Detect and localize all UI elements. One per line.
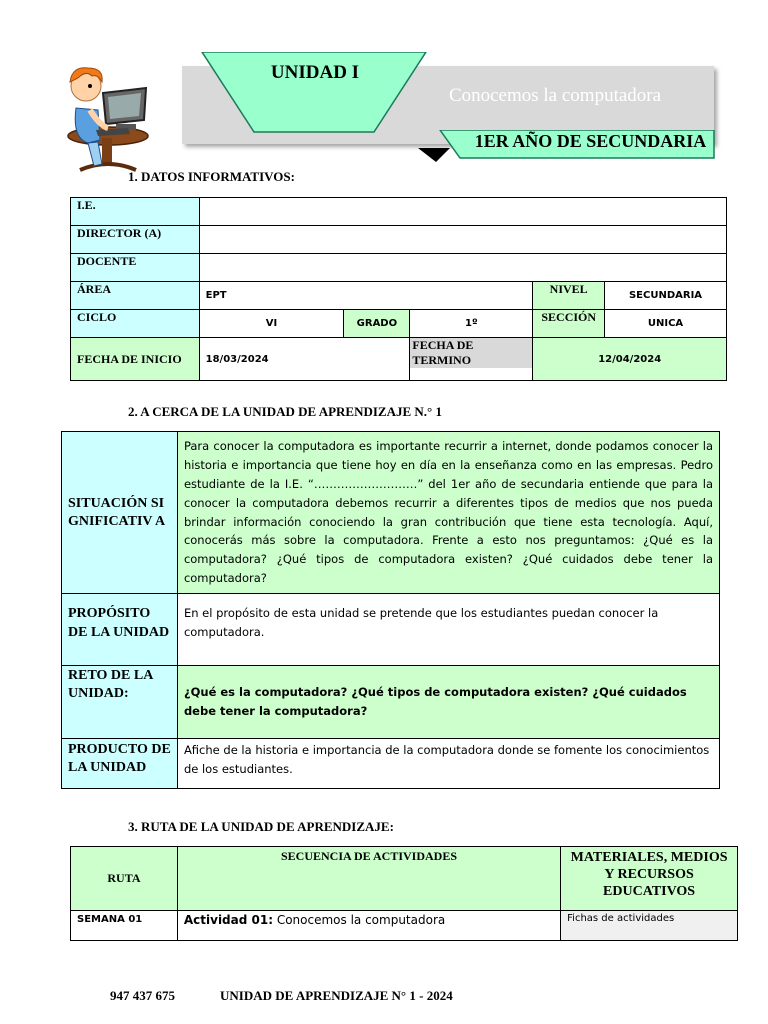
section3-heading: 3. RUTA DE LA UNIDAD DE APRENDIZAJE: — [128, 819, 394, 834]
unit-subtitle: Conocemos la computadora — [448, 85, 662, 106]
reto-label: RETO DE LA UNIDAD: — [62, 666, 178, 739]
proposito-label: PROPÓSITO DE LA UNIDAD — [62, 594, 178, 666]
unidad-table — [61, 431, 720, 789]
grade-banner: 1ER AÑO DE SECUNDARIA — [474, 131, 707, 151]
footer-title: UNIDAD DE APRENDIZAJE N° 1 - 2024 — [220, 988, 453, 1003]
kid-computer-icon — [58, 48, 158, 178]
col-materiales-header: MATERIALES, MEDIOS Y RECURSOS EDUCATIVOS — [561, 847, 738, 911]
fecha-termino-label-text: FECHA DE TERMINO — [410, 338, 532, 368]
nivel-label: NIVEL — [533, 282, 605, 310]
ciclo-value: VI — [199, 310, 344, 338]
header-banner — [0, 40, 768, 170]
row1-actividad — [177, 911, 560, 941]
producto-text: Afiche de la historia e importancia de la computadora donde se fomente los conocimientos de los estudiantes. — [177, 739, 719, 789]
director-value — [199, 226, 726, 254]
seccion-label: SECCIÓN — [533, 310, 605, 338]
nivel-value: SECUNDARIA — [605, 282, 727, 310]
row1-actividad-text: Conocemos la computadora — [273, 913, 446, 927]
reto-text: ¿Qué es la computadora? ¿Qué tipos de computadora existen? ¿Qué cuidados debe tener la computadora? — [177, 666, 719, 739]
fecha-inicio-value: 18/03/2024 — [199, 338, 410, 381]
row1-actividad-label: Actividad 01: — [183, 913, 274, 927]
grado-label: GRADO — [344, 310, 410, 338]
row1-ruta: SEMANA 01 — [71, 911, 178, 941]
footer-phone-text: 947 437 675 — [110, 988, 175, 1003]
col-secuencia-header: SECUENCIA DE ACTIVIDADES — [177, 847, 560, 911]
situacion-label: SITUACIÓN SIGNIFICATIV A — [62, 432, 178, 594]
docente-value — [199, 254, 726, 282]
fecha-termino-value: 12/04/2024 — [533, 338, 727, 381]
director-label: DIRECTOR (A) — [71, 226, 200, 254]
table-row — [71, 911, 738, 941]
ie-label: I.E. — [71, 198, 200, 226]
fecha-termino-label — [410, 338, 533, 381]
fecha-inicio-label: FECHA DE INICIO — [71, 338, 200, 381]
datos-informativos-table — [70, 197, 727, 381]
area-label: ÁREA — [71, 282, 200, 310]
ie-value — [199, 198, 726, 226]
producto-label: PRODUCTO DE LA UNIDAD — [62, 739, 178, 789]
row1-materiales: Fichas de actividades — [561, 911, 738, 941]
section1-heading: 1. DATOS INFORMATIVOS: — [128, 169, 295, 184]
proposito-text: En el propósito de esta unidad se pretende que los estudiantes puedan conocer la computadora. — [177, 594, 719, 666]
col-ruta-header: RUTA — [71, 847, 178, 911]
docente-label: DOCENTE — [71, 254, 200, 282]
ciclo-label: CICLO — [71, 310, 200, 338]
section2-heading: 2. A CERCA DE LA UNIDAD DE APRENDIZAJE N.° 1 — [128, 404, 442, 419]
unit-title: UNIDAD I — [270, 62, 360, 83]
situacion-text: Para conocer la computadora es importante recurrir a internet, donde podamos conocer la historia e importancia que tiene hoy en día en la enseñanza como en las empresas. Pedro estudiante de la I.E. “………………………” del 1er año de secundaria entiende que para la conocer la computadora debemos recurrir a diferentes tipos de medios que nos pueda brindar información conociendo la gran contribución que tiene esta tecnología. Aquí, conocerás más sobre la computadora. Frente a esto nos preguntamos: ¿Qué es la computadora? ¿Qué tipos de computadora existen? ¿Qué cuidados debe tener la computadora? — [177, 432, 719, 594]
area-value: EPT — [199, 282, 533, 310]
footer-phone — [110, 988, 180, 1006]
seccion-value: UNICA — [605, 310, 727, 338]
grado-value: 1º — [410, 310, 533, 338]
ruta-table — [70, 846, 738, 941]
